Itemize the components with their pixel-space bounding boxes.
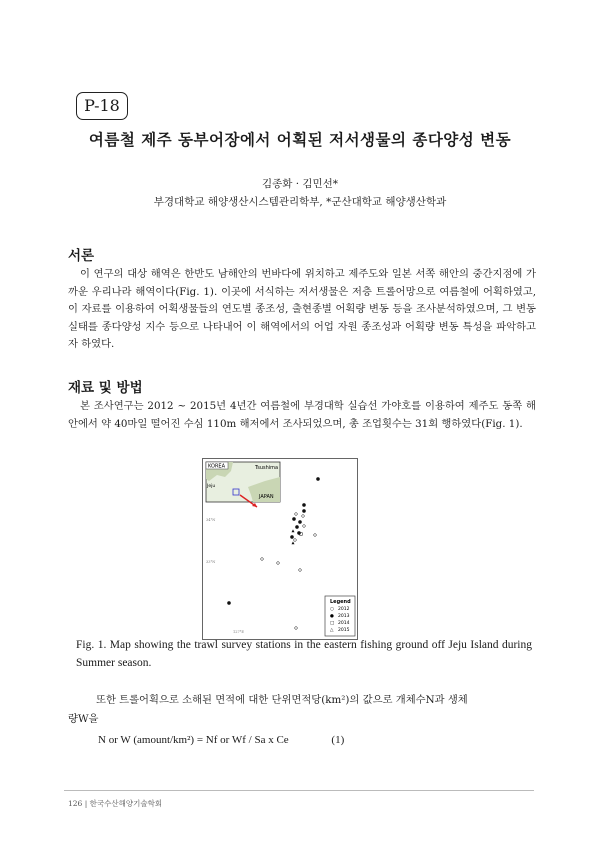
station-marker <box>290 535 293 538</box>
station-marker <box>295 525 298 528</box>
lon-label: 127°E <box>233 630 244 634</box>
page-footer: 126 | 한국수산해양기술학회 <box>68 799 163 808</box>
station-marker <box>303 525 306 528</box>
inset-label-jeju: Jeju <box>207 484 216 489</box>
legend-title: Legend <box>330 599 351 605</box>
station-marker <box>292 517 295 520</box>
legend-label: 2015 <box>338 628 350 633</box>
station-map-figure <box>202 458 358 640</box>
station-marker <box>294 539 297 542</box>
affiliation: 부경대학교 해양생산시스템관리학부, *군산대학교 해양생산학과 <box>153 196 447 208</box>
station-marker <box>316 477 319 480</box>
station-marker <box>302 515 305 518</box>
equation: N or W (amount/km²) = Nf or Wf / Sa x Ce <box>98 734 289 746</box>
paper-title: 여름철 제주 동부어장에서 어획된 저서생물의 종다양성 변동 <box>88 130 512 149</box>
station-marker <box>299 569 302 572</box>
inset-label-korea: KOREA <box>208 463 225 470</box>
legend-label: 2014 <box>338 621 350 626</box>
legend-symbol: ○ <box>330 607 334 612</box>
station-marker <box>227 601 230 604</box>
authors: 김종화 · 김민선* <box>261 178 339 190</box>
inset-map <box>206 462 280 502</box>
lat-label-top: 34°N <box>206 518 216 522</box>
legend-label: 2013 <box>338 614 350 619</box>
continuation-paragraph: 또한 트롤어획으로 소해된 면적에 대한 단위면적당(km²)의 값으로 개체수N과 생체 <box>96 694 468 706</box>
station-marker <box>295 627 298 630</box>
lat-label-mid: 33°N <box>206 560 216 564</box>
station-marker <box>302 509 305 512</box>
poster-id-badge: P-18 <box>76 92 128 120</box>
station-marker <box>292 529 295 532</box>
station-marker <box>314 534 317 537</box>
inset-label-tsushima: Tsushima <box>255 465 279 471</box>
figure-caption: Fig. 1. Map showing the trawl survey stations in the eastern fishing ground off Jeju Island during Summer season. <box>76 639 532 669</box>
legend-symbol: △ <box>330 628 334 633</box>
station-marker <box>295 513 298 516</box>
intro-paragraph: 이 연구의 대상 해역은 한반도 남해안의 번바다에 위치하고 제주도와 일본 서쪽 해안의 중간지점에 가까운 우리나라 해역이다(Fig. 1). 이곳에 서식하는 저서생물은 저층 트롤어망으로 여름철에 어획하였고, 이 자료를 이용하여 어획생물들의 연도별 종조성, 출현종별 어획량 변동 등을 조사분석하였으며, 그 변동 실태를 종다양성 지수 등으로 나타내어 이 해역에서의 어업 자원 종조성과 어획량 변동 특성을 파악하고자 하였다. <box>68 268 536 350</box>
station-marker <box>298 520 301 523</box>
method-heading: 재료 및 방법 <box>68 380 143 396</box>
legend-symbol: □ <box>330 621 335 626</box>
legend-symbol: ● <box>330 614 334 619</box>
station-marker <box>302 503 305 506</box>
station-marker <box>261 558 264 561</box>
equation-number: (1) <box>331 734 345 746</box>
map-legend <box>325 596 355 636</box>
footer-divider <box>64 790 534 791</box>
intro-heading: 서론 <box>68 248 95 264</box>
inset-label-japan: JAPAN <box>259 494 274 500</box>
equation-line <box>98 734 344 746</box>
station-marker <box>292 541 295 544</box>
station-marker <box>297 531 300 534</box>
station-marker <box>277 562 280 565</box>
station-map-svg <box>203 459 357 639</box>
legend-label: 2012 <box>338 607 350 612</box>
continuation-paragraph-tail: 량W을 <box>68 713 99 725</box>
method-paragraph: 본 조사연구는 2012 ~ 2015년 4년간 여름철에 부경대학 실습선 가야호를 이용하여 제주도 동쪽 해안에서 약 40마일 떨어진 수심 110m 해저에서 조사되었으며, 총 조업횟수는 31회 행하였다(Fig. 1). <box>68 400 536 430</box>
